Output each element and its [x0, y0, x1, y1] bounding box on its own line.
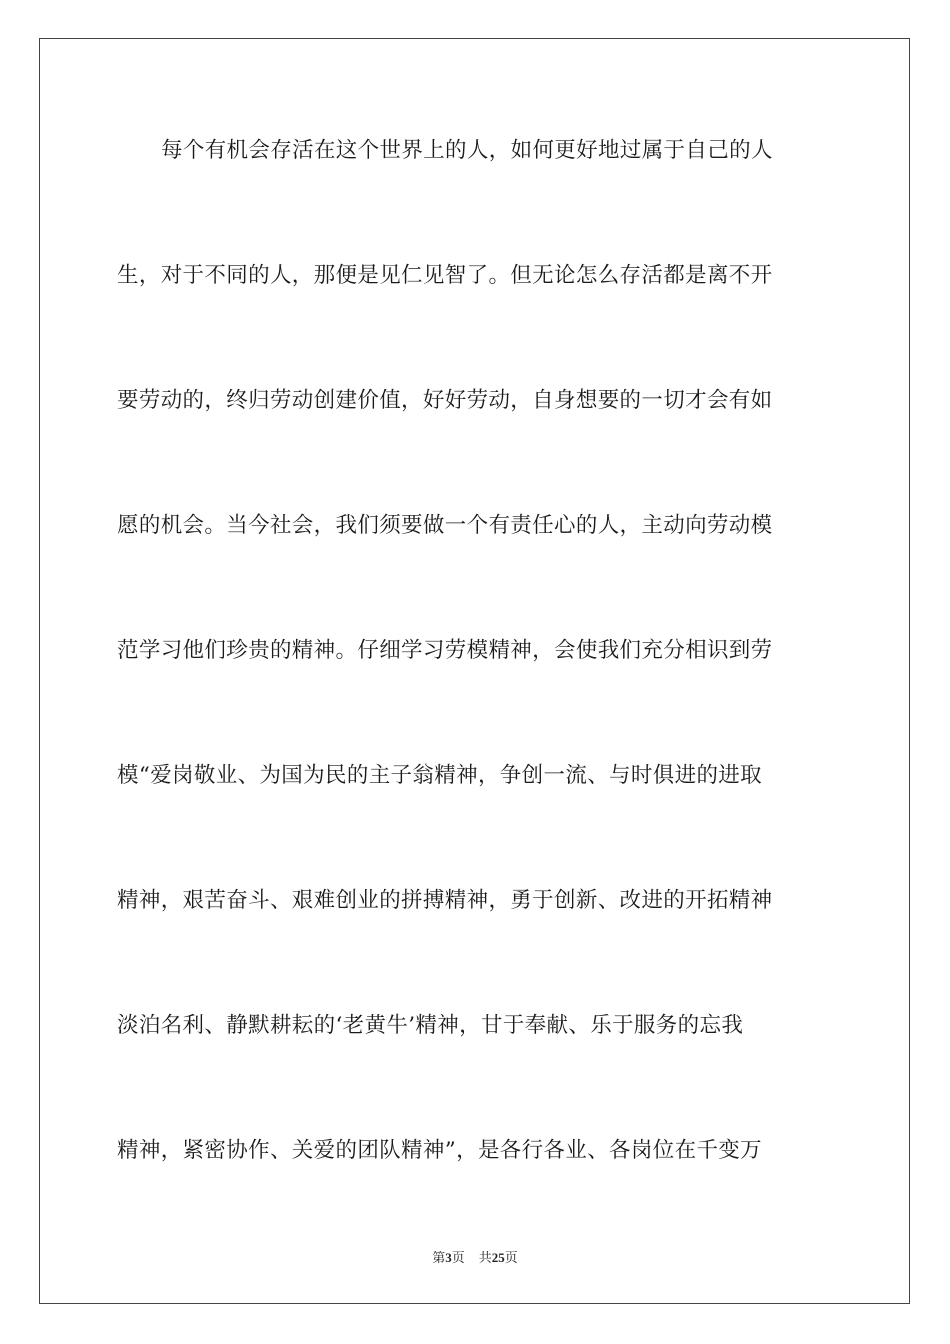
text-line-2: 生，对于不同的人，那便是见仁见智了。但无论怎么存活都是离不开: [117, 263, 773, 288]
text-line-5: 范学习他们珍贵的精神。仔细学习劳模精神，会使我们充分相识到劳: [117, 638, 773, 663]
text-line-9: 精神，紧密协作、关爱的团队精神”，是各行各业、各岗位在千变万: [117, 1138, 762, 1163]
text-line-1: 每个有机会存活在这个世界上的人，如何更好地过属于自己的人: [161, 138, 773, 163]
text-line-3: 要劳动的，终归劳动创建价值，好好劳动，自身想要的一切才会有如: [117, 388, 773, 413]
page-number: 3: [445, 1250, 452, 1265]
page-suffix: 页: [451, 1250, 465, 1265]
page-footer: [0, 1247, 950, 1266]
text-line-4: 愿的机会。当今社会，我们须要做一个有责任心的人，主动向劳动模: [117, 513, 773, 538]
total-suffix: 页: [504, 1250, 518, 1265]
text-line-6: 模“爱岗敬业、为国为民的主子翁精神，争创一流、与时俱进的进取: [117, 763, 762, 788]
text-line-8: 淡泊名利、静默耕耘的‘老黄牛’精神，甘于奉献、乐于服务的忘我: [117, 1013, 744, 1038]
page-prefix: 第: [432, 1250, 446, 1265]
text-line-7: 精神，艰苦奋斗、艰难创业的拼搏精神，勇于创新、改进的开拓精神: [117, 888, 773, 913]
total-prefix: 共: [478, 1250, 492, 1265]
total-pages: 25: [491, 1250, 505, 1265]
body-text: [117, 128, 833, 1253]
